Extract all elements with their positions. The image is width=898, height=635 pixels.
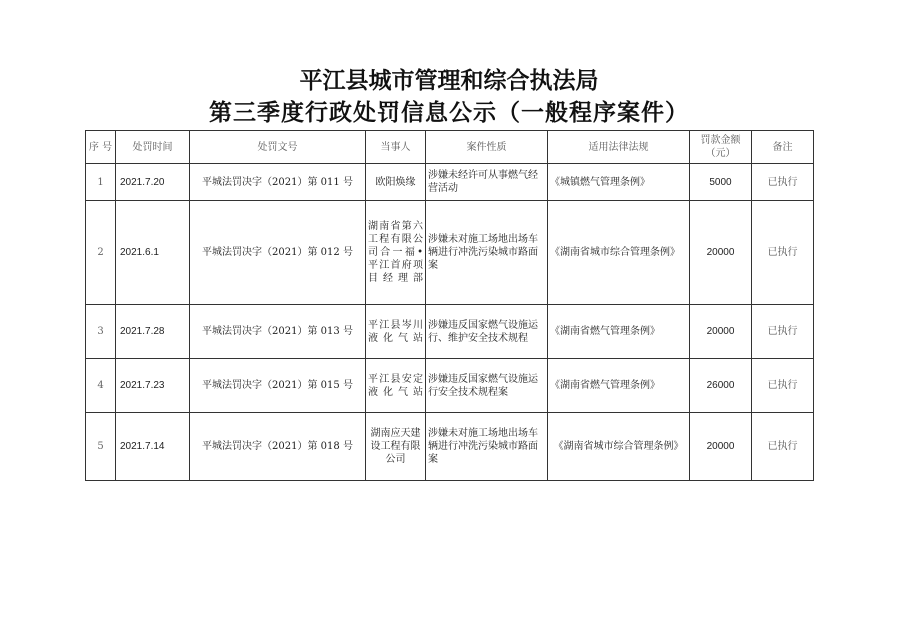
row-nature: 涉嫌未对施工场地出场车辆进行冲洗污染城市路面案 (426, 201, 548, 305)
row-date: 2021.7.28 (116, 305, 190, 359)
row-party: 湖南应天建设工程有限公司 (366, 413, 426, 481)
table-row (86, 164, 814, 201)
header-nature: 案件性质 (426, 131, 548, 164)
row-doc: 平城法罚决字（2021）第 012 号 (190, 201, 366, 305)
row-doc: 平城法罚决字（2021）第 015 号 (190, 359, 366, 413)
header-note: 备注 (752, 131, 814, 164)
row-party: 湖南省第六工程有限公司合一福•平江首府项目经理部 (366, 201, 426, 305)
row-seq: 4 (86, 359, 116, 413)
row-note: 已执行 (752, 164, 814, 201)
row-date: 2021.7.20 (116, 164, 190, 201)
row-fine: 26000 (690, 359, 752, 413)
row-law: 《湖南省燃气管理条例》 (548, 305, 690, 359)
row-law: 《湖南省城市综合管理条例》 (548, 201, 690, 305)
row-nature: 涉嫌未经许可从事燃气经营活动 (426, 164, 548, 201)
header-doc: 处罚文号 (190, 131, 366, 164)
header-date: 处罚时间 (116, 131, 190, 164)
row-law: 《湖南省燃气管理条例》 (548, 359, 690, 413)
row-nature: 涉嫌违反国家燃气设施运行安全技术规程案 (426, 359, 548, 413)
row-party: 平江县安定液化气站 (366, 359, 426, 413)
header-seq: 序 号 (86, 131, 116, 164)
table-row (86, 305, 814, 359)
row-note: 已执行 (752, 359, 814, 413)
row-fine: 5000 (690, 164, 752, 201)
row-nature: 涉嫌违反国家燃气设施运行、维护安全技术规程 (426, 305, 548, 359)
row-seq: 5 (86, 413, 116, 481)
row-date: 2021.7.14 (116, 413, 190, 481)
row-nature: 涉嫌未对施工场地出场车辆进行冲洗污染城市路面案 (426, 413, 548, 481)
row-doc: 平城法罚决字（2021）第 013 号 (190, 305, 366, 359)
row-doc: 平城法罚决字（2021）第 011 号 (190, 164, 366, 201)
row-fine: 20000 (690, 305, 752, 359)
row-fine: 20000 (690, 413, 752, 481)
row-seq: 3 (86, 305, 116, 359)
header-fine: 罚款金额（元） (690, 131, 752, 164)
row-law: 《湖南省城市综合管理条例》 (548, 413, 690, 481)
row-note: 已执行 (752, 305, 814, 359)
row-doc: 平城法罚决字（2021）第 018 号 (190, 413, 366, 481)
penalty-table (85, 130, 814, 481)
page-subtitle: 第三季度行政处罚信息公示（一般程序案件） (209, 100, 689, 126)
row-seq: 1 (86, 164, 116, 201)
row-seq: 2 (86, 201, 116, 305)
header-law: 适用法律法规 (548, 131, 690, 164)
row-note: 已执行 (752, 201, 814, 305)
row-fine: 20000 (690, 201, 752, 305)
row-law: 《城镇燃气管理条例》 (548, 164, 690, 201)
row-date: 2021.7.23 (116, 359, 190, 413)
table-header-row (86, 131, 814, 164)
table-row (86, 201, 814, 305)
page-title: 平江县城市管理和综合执法局 (299, 68, 599, 94)
row-party: 平江县岑川液化气站 (366, 305, 426, 359)
row-party: 欧阳焕缘 (366, 164, 426, 201)
row-date: 2021.6.1 (116, 201, 190, 305)
table-row (86, 359, 814, 413)
row-note: 已执行 (752, 413, 814, 481)
header-party: 当事人 (366, 131, 426, 164)
table-row (86, 413, 814, 481)
